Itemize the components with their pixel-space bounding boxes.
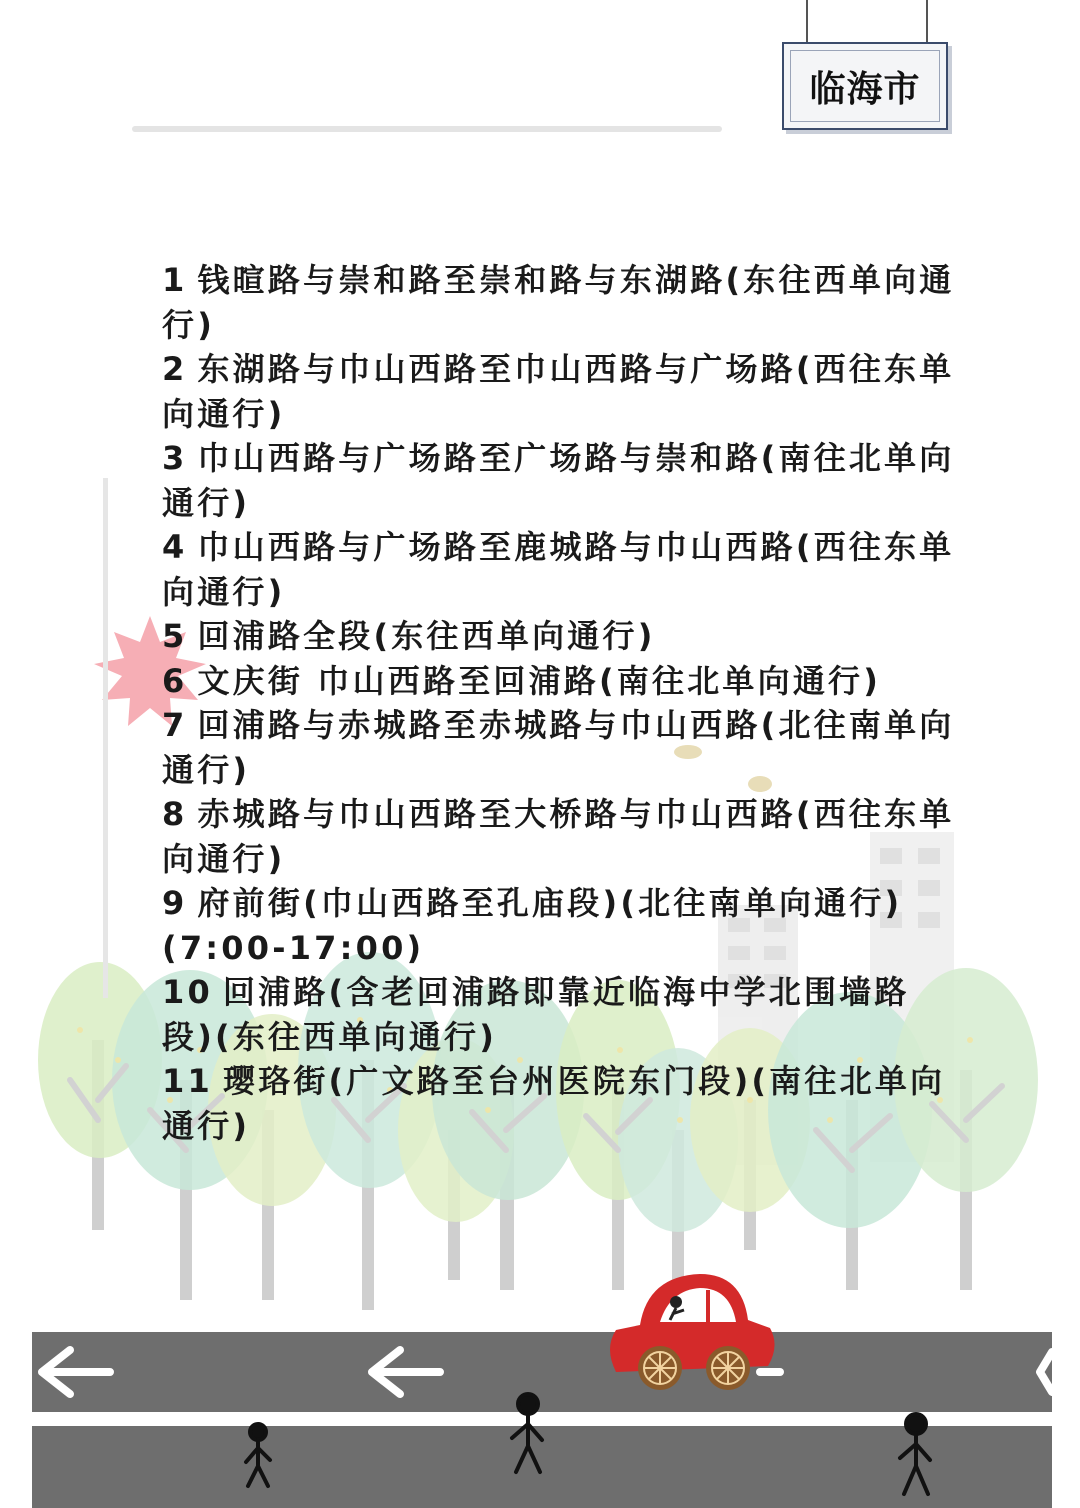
list-item: 5 回浦路全段(东往西单向通行)	[162, 617, 656, 655]
list-item: 9 府前街(巾山西路至孔庙段)(北往南单向通行)(7:00-17:00)	[162, 884, 903, 967]
city-sign	[782, 42, 948, 130]
list-item: 8 赤城路与巾山西路至大桥路与巾山西路(西往东单向通行)	[162, 795, 955, 878]
list-item: 10 回浦路(含老回浦路即靠近临海中学北围墙路段)(东往西单向通行)	[162, 973, 910, 1056]
list-item: 3 巾山西路与广场路至广场路与崇和路(南往北单向通行)	[162, 439, 955, 522]
city-sign-frame	[790, 50, 940, 122]
header-divider	[132, 126, 722, 132]
road	[32, 1332, 1052, 1508]
list-item: 6 文庆街 巾山西路至回浦路(南往北单向通行)	[162, 661, 882, 700]
car-wheel	[706, 1346, 750, 1390]
city-title: 临海市	[809, 68, 921, 110]
list-item: 2 东湖路与巾山西路至巾山西路与广场路(西往东单向通行)	[162, 350, 955, 433]
sign-string-left	[806, 0, 808, 48]
list-item: 7 回浦路与赤城路至赤城路与巾山西路(北往南单向通行)	[162, 706, 955, 789]
list-item: 4 巾山西路与广场路至鹿城路与巾山西路(西往东单向通行)	[162, 528, 955, 611]
list-item: 1 钱暄路与崇和路至崇和路与东湖路(东往西单向通行)	[162, 261, 955, 344]
car-wheel	[638, 1346, 682, 1390]
one-way-street-list	[162, 258, 962, 1148]
sign-string-right	[926, 0, 928, 48]
list-item: 11 璎珞街(广文路至台州医院东门段)(南往北单向通行)	[162, 1062, 946, 1145]
side-divider	[103, 478, 108, 998]
